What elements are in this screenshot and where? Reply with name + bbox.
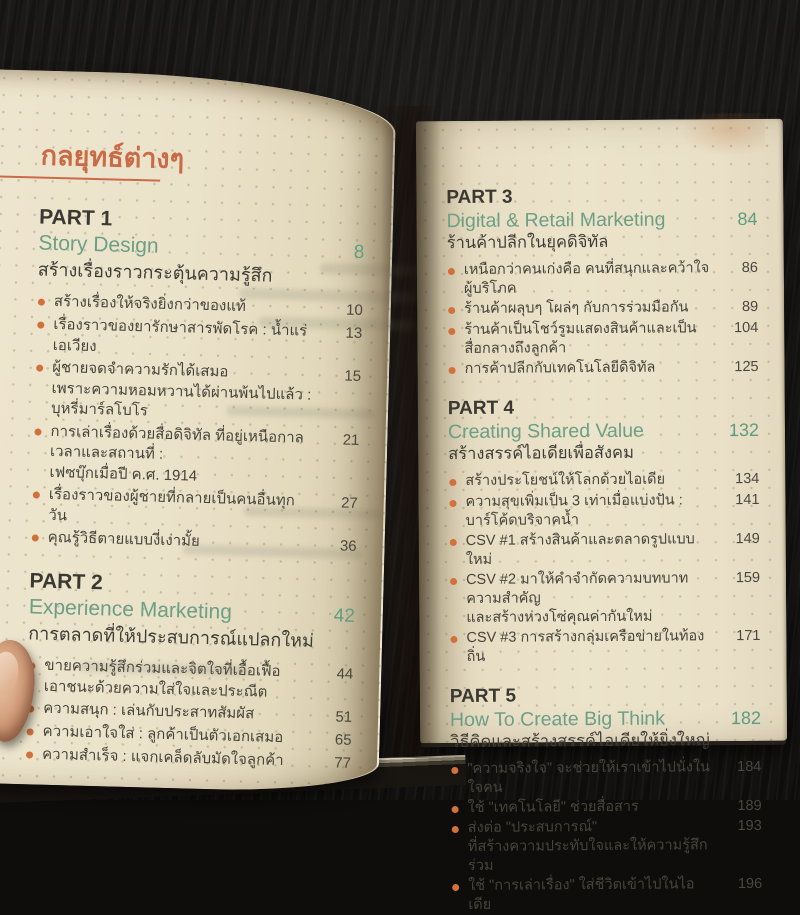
item-page-number: 65 <box>334 731 352 749</box>
toc-item: ส่งต่อ "ประสบการณ์" ที่สร้างความประทับใจและให้ความรู้สึกร่วม 193 <box>451 817 762 876</box>
section-title-en: Digital & Retail Marketing <box>446 208 666 233</box>
toc-item: ความสำเร็จ : แจกเคล็ดลับมัดใจลูกค้า 77 <box>25 744 351 774</box>
part-label: PART 5 <box>449 685 517 707</box>
section-title-th: วิธีคิดและสร้างสรรค์ไอเดียให้ยิ่งใหญ่ <box>450 730 710 751</box>
part-label: PART 2 <box>29 569 104 595</box>
item-page-number: 193 <box>737 817 762 835</box>
paper-stain <box>679 113 765 158</box>
bullet-icon <box>450 539 457 546</box>
item-page-number: 15 <box>344 367 362 385</box>
toc-item: ร้านค้าเป็นโชว์รูมแสดงสินค้าและเป็นสื่อกลางถึงลูกค้า 104 <box>447 318 758 358</box>
bullet-icon <box>38 299 45 306</box>
item-page-number: 184 <box>737 758 762 775</box>
bullet-icon <box>448 307 455 314</box>
toc-item: ผู้ชายจดจำความรักได้เสมอ เพราะความหอมหวานได้ผ่านพ้นไปแล้ว : บุหรี่มาร์ลโบโร 15 <box>34 357 361 427</box>
bullet-icon <box>451 767 458 774</box>
item-page-number: 149 <box>735 530 760 547</box>
toc-item: สร้างเรื่องให้จริงยิ่งกว่าของแท้ 10 <box>37 291 363 321</box>
bullet-icon <box>448 268 455 275</box>
book-page-left <box>0 68 397 794</box>
toc-item: คุณรู้วิธีตายแบบงี่เง่ามั้ย 36 <box>30 527 356 557</box>
toc-section <box>446 185 758 379</box>
item-page-number: 77 <box>334 754 352 772</box>
section-title-en: Experience Marketing <box>28 595 233 624</box>
toc-item: CSV #3 การสร้างกลุ่มเครือข่ายในท้องถิ่น 171 <box>449 626 760 666</box>
section-title-th: สร้างเรื่องราวกระตุ้นความรู้สึก <box>37 259 273 286</box>
bullet-icon <box>449 367 456 374</box>
bullet-icon <box>34 428 41 435</box>
item-page-number: 44 <box>336 665 354 683</box>
title-underline <box>0 174 160 182</box>
section-page-number: 84 <box>737 208 758 230</box>
toc-item: การเล่าเรื่องด้วยสื่อดิจิทัล ที่อยู่เหนือกาลเวลาและสถานที่ : เฟซบุ๊กเมื่อปี ค.ศ. 1914 21 <box>32 421 359 491</box>
item-page-number: 159 <box>735 569 761 586</box>
toc-item: ใช้ "การเล่าเรื่อง" ใส่ชีวิตเข้าไปในไอเดีย 196 <box>451 875 762 915</box>
toc-item: เรื่องราวของผู้ชายที่กลายเป็นคนอื่นทุกวัน 27 <box>31 484 358 534</box>
toc-section <box>30 204 365 557</box>
toc-item: ร้านค้าผลุบๆ โผล่ๆ กับการร่วมมือกัน 89 <box>447 298 758 320</box>
page-title: กลยุทธ์ต่างๆ <box>40 140 185 175</box>
book-page-right <box>416 119 787 913</box>
toc-item: CSV #1 สร้างสินค้าและตลาดรูปแบบใหม่ 149 <box>449 529 760 569</box>
bullet-icon <box>33 491 40 498</box>
toc-section <box>450 683 763 915</box>
bullet-icon <box>37 322 44 329</box>
section-title-th: การตลาดที่ให้ประสบการณ์แปลกใหม่ <box>27 623 315 651</box>
item-page-number: 189 <box>737 797 762 814</box>
section-title-en: How To Create Big Think <box>449 707 666 731</box>
section-title-en: Story Design <box>38 231 159 258</box>
bullet-icon <box>450 636 457 643</box>
part-label: PART 1 <box>38 205 113 231</box>
section-title-en: Creating Shared Value <box>447 419 644 444</box>
section-page-number: 132 <box>728 419 760 441</box>
item-page-number: 21 <box>342 431 360 449</box>
item-page-number: 134 <box>735 470 760 488</box>
item-page-number: 89 <box>741 298 759 316</box>
item-page-number: 141 <box>735 491 760 508</box>
toc-item: เหนือกว่าคนเก่งคือ คนที่สนุกและคว้าใจผู้บริโภค 86 <box>447 259 758 299</box>
toc-section <box>448 396 761 667</box>
item-page-number: 104 <box>734 319 759 336</box>
toc-item: สร้างประโยชน์ให้โลกด้วยไอเดีย 134 <box>448 470 759 492</box>
part-label: PART 3 <box>446 186 513 209</box>
section-title-th: ร้านค้าปลีกในยุคดิจิทัล <box>446 232 609 253</box>
toc-item: ความเอาใจใส่ : ลูกค้าเป็นตัวเอกเสมอ 65 <box>25 721 351 751</box>
thumb-nail <box>0 651 20 697</box>
bullet-icon <box>448 328 455 335</box>
toc-item: "ความจริงใจ" จะช่วยให้เราเข้าไปนั่งในใจคน 184 <box>450 757 761 797</box>
part-label: PART 4 <box>447 397 515 420</box>
bullet-icon <box>449 500 456 507</box>
bullet-icon <box>452 806 459 813</box>
toc-item: ความสนุก : เล่นกับประสาทสัมผัส 51 <box>26 698 352 728</box>
item-page-number: 27 <box>340 494 358 512</box>
toc-item: การค้าปลีกกับเทคโนโลยีดิจิทัล 125 <box>447 357 758 379</box>
bullet-icon <box>26 751 33 758</box>
bullet-icon <box>450 578 457 585</box>
bullet-icon <box>32 534 39 541</box>
item-page-number: 10 <box>345 301 364 320</box>
toc-item: CSV #2 มาให้คำจำกัดความบทบาทความสำคัญ และสร้างห่วงโซ่คุณค่ากันใหม่ 159 <box>449 568 760 627</box>
item-page-number: 196 <box>737 875 763 893</box>
item-page-number: 125 <box>734 358 759 375</box>
section-page-number: 182 <box>730 707 762 728</box>
item-page-number: 51 <box>335 708 353 726</box>
item-page-number: 13 <box>345 324 363 343</box>
item-page-number: 36 <box>339 537 357 555</box>
bullet-icon <box>449 479 456 486</box>
bullet-icon <box>452 884 459 891</box>
toc-item: ใช้ "เทคโนโลยี" ช่วยสื่อสาร 189 <box>451 796 762 818</box>
bullet-icon <box>452 826 459 833</box>
section-title-th: สร้างสรรค์ไอเดียเพื่อสังคม <box>448 443 635 464</box>
item-page-number: 171 <box>736 627 761 644</box>
bullet-icon <box>27 728 34 735</box>
bullet-icon <box>36 364 43 371</box>
toc-item: เรื่องราวของยารักษาสารพัดโรค : น้ำแร่เอเวียง 13 <box>36 314 363 364</box>
section-page-number: 8 <box>353 241 365 264</box>
toc-item: ความสุขเพิ่มเป็น 3 เท่าเมื่อแบ่งปัน : บาร์โค้ดบริจาคน้ำ 141 <box>448 490 759 530</box>
section-page-number: 42 <box>333 605 356 627</box>
item-page-number: 86 <box>741 259 758 277</box>
toc-item: ขายความรู้สึกร่วมและจิตใจที่เอื้อเฟื้อ เอาชนะด้วยความใส่ใจและประณีต 44 <box>27 655 354 705</box>
